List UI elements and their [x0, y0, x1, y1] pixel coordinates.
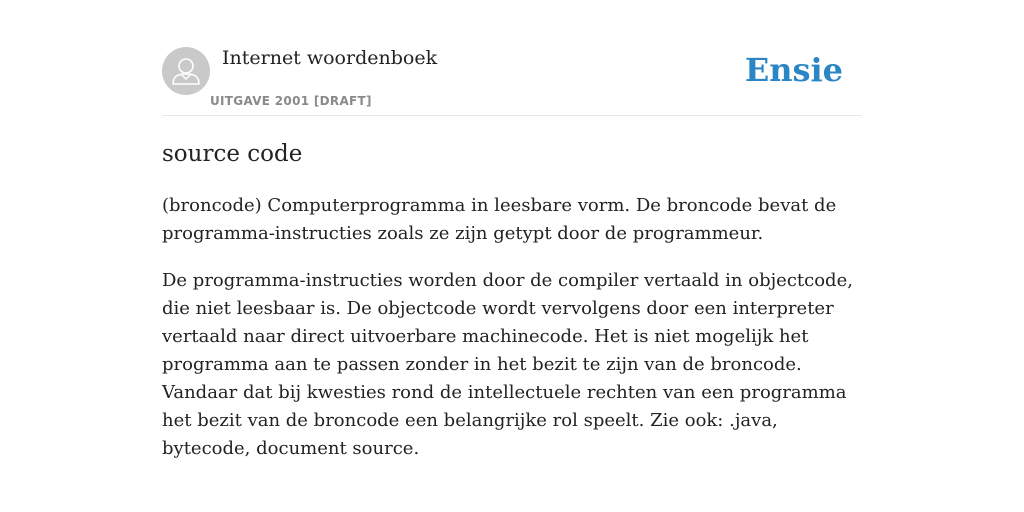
definition-paragraph-2-text: De programma-instructies worden door de compiler vertaald in objectcode, die niet leesbaar is. De objectcode wordt vervolgens door een interpreter vertaald naar direct uitvoerbare machinecode. Het is niet mogelijk het programma aan te passen zonder in het bezit te zijn van de broncode. Vandaar dat bij kwesties rond de intellectuele rechten van een programma het bezit van de broncode een belangrijke rol speelt. Zie ook: — [162, 270, 853, 431]
definition-paragraph-1: (broncode) Computerprogramma in leesbare vorm. De broncode bevat de programma-instructies zoals ze zijn getypt door de programmeur. — [162, 195, 837, 244]
definition-paragraph-2 — [162, 267, 862, 463]
avatar[interactable] — [162, 47, 210, 95]
page — [162, 0, 862, 512]
entry-title: source code — [162, 141, 303, 167]
header — [162, 0, 862, 116]
see-also-link-bytecode[interactable]: bytecode — [162, 438, 245, 459]
user-icon — [162, 47, 210, 95]
edition-label: UITGAVE 2001 [DRAFT] — [210, 94, 372, 108]
see-also-separator: , — [244, 438, 257, 459]
see-also-separator: , — [772, 410, 778, 431]
ensie-logo[interactable]: Ensie — [744, 51, 843, 89]
source-name[interactable]: Internet woordenboek — [222, 47, 438, 69]
see-also-link-document-source[interactable]: document source — [256, 438, 414, 459]
see-also-link-java[interactable]: .java — [729, 410, 773, 431]
end-punctuation: . — [413, 438, 420, 459]
